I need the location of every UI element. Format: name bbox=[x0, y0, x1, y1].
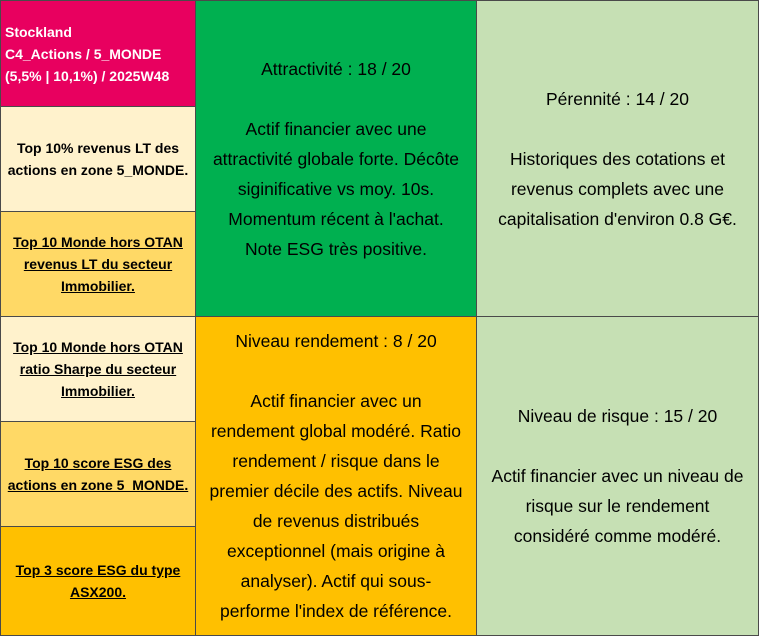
risque-line: considéré comme modéré. bbox=[513, 526, 722, 546]
tag-top10-revenus-secteur: Top 10 Monde hors OTAN revenus LT du secteur Immobilier. bbox=[0, 211, 196, 317]
tag-top10-esg-zone: Top 10 score ESG des actions en zone 5_MONDE. bbox=[0, 421, 196, 527]
rendement-line: performe l'index de référence. bbox=[220, 601, 452, 621]
attractivite-line: Actif financier avec une bbox=[245, 118, 427, 139]
attractivite-line: siginificative vs moy. 10s. bbox=[237, 178, 435, 199]
perennite-line: revenus complets avec une bbox=[510, 178, 725, 199]
header-cell bbox=[0, 0, 196, 107]
attractivite-line: Momentum récent à l'achat. bbox=[228, 208, 444, 229]
rendement-line: rendement / risque dans le bbox=[232, 451, 440, 471]
attractivite-title: Attractivité : 18 / 20 bbox=[261, 58, 411, 79]
perennite-title: Pérennité : 14 / 20 bbox=[545, 88, 690, 109]
header-text: Stockland C4_Actions / 5_MONDE (5,5% | 10,1%) / 2025W48 bbox=[5, 23, 170, 84]
rendement-line: exceptionnel (mais origine à bbox=[227, 541, 445, 561]
risque-title: Niveau de risque : 15 / 20 bbox=[517, 406, 718, 426]
rendement-line: premier décile des actifs. Niveau bbox=[209, 481, 463, 501]
perennite-line: capitalisation d'environ 0.8 G€. bbox=[498, 208, 737, 229]
rendement-title: Niveau rendement : 8 / 20 bbox=[235, 331, 437, 351]
perennite-cell bbox=[476, 0, 759, 317]
tag-top10-revenus-zone: Top 10% revenus LT des actions en zone 5_MONDE. bbox=[0, 106, 196, 212]
perennite-line: Historiques des cotations et bbox=[510, 148, 725, 169]
attractivite-cell bbox=[195, 0, 477, 317]
rendement-line: analyser). Actif qui sous- bbox=[240, 571, 432, 591]
attractivite-line: attractivité globale forte. Décôte bbox=[212, 148, 460, 169]
attractivite-line: Note ESG très positive. bbox=[245, 238, 427, 259]
rendement-line: rendement global modéré. Ratio bbox=[210, 421, 461, 441]
tag-top10-sharpe-secteur: Top 10 Monde hors OTAN ratio Sharpe du secteur Immobilier. bbox=[0, 316, 196, 422]
risque-cell bbox=[476, 316, 759, 636]
rendement-line: de revenus distribués bbox=[252, 511, 420, 531]
rendement-line: Actif financier avec un bbox=[250, 391, 422, 411]
risque-line: Actif financier avec un niveau de bbox=[491, 466, 744, 486]
rendement-cell bbox=[195, 316, 477, 636]
risque-line: risque sur le rendement bbox=[525, 496, 710, 516]
tag-top3-esg-type: Top 3 score ESG du type ASX200. bbox=[0, 526, 196, 636]
